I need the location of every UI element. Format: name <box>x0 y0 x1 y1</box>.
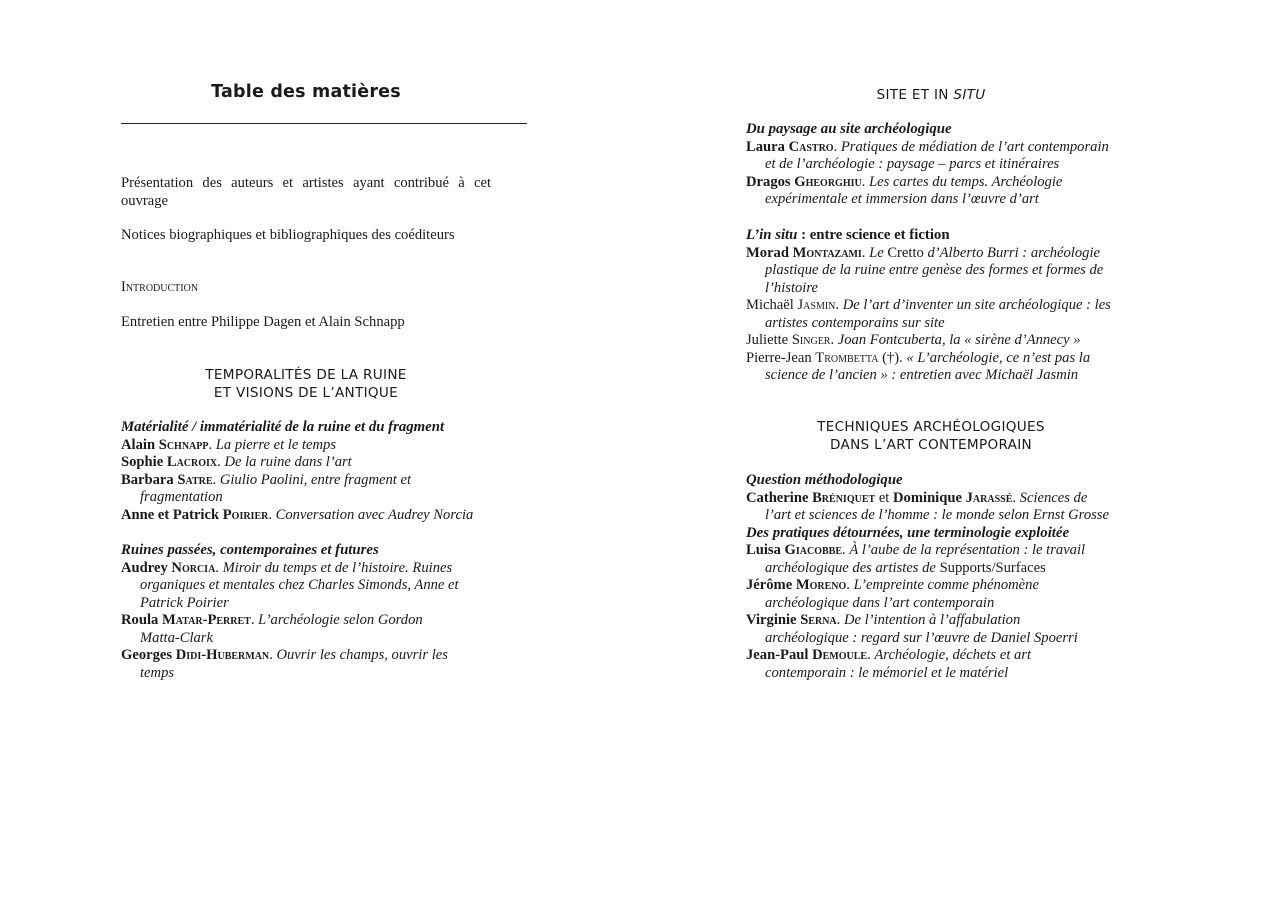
part-title-line: ET VISIONS DE L’ANTIQUE <box>213 384 399 401</box>
toc-entry[interactable]: Sophie Lacroix. De la ruine dans l’art <box>121 454 352 470</box>
section-heading-italic: L’in situ <box>746 227 798 243</box>
entry-title: De l’art d’inventer un site archéologique : les artistes contemporains sur site <box>765 297 1111 331</box>
author-last: Didi-Huberman <box>175 647 270 663</box>
toc-entry[interactable]: Michaël Jasmin. De l’art d’inventer un site archéologique : les artistes contemporains sur site <box>746 297 1111 331</box>
entry-title-part: Le <box>869 244 884 261</box>
author-first: Georges <box>121 647 173 663</box>
entry-title: « L’archéologie, ce n’est pas la science de l’ancien » : entretien avec Michaël Jasmin <box>765 349 1091 383</box>
author-last: Trombetta <box>815 349 879 366</box>
toc-entry[interactable]: Jérôme Moreno. L’empreinte comme phénomène archéologique dans l’art contemporain <box>746 577 1039 611</box>
section-heading: Des pratiques détournées, une terminologie exploitée <box>746 524 1070 541</box>
entry-title-roman: Cretto <box>883 244 928 261</box>
author-first: Pierre-Jean <box>746 349 812 366</box>
section-heading: Du paysage au site archéologique <box>746 121 952 137</box>
toc-entry[interactable]: Dragos Gheorghiu. Les cartes du temps. Archéologie expérimentale et immersion dans l’œuvre d’art <box>746 173 1063 207</box>
author-last: Giacobbe <box>784 542 843 558</box>
toc-title: Table des matières <box>211 82 401 102</box>
author-first: Anne et Patrick <box>121 506 220 523</box>
entry-title: L’archéologie selon Gordon Matta-Clark <box>140 612 423 646</box>
toc-entry-authors-presentation[interactable]: Présentation des auteurs et artistes ayant contribué à cet ouvrage <box>121 175 491 209</box>
author-last: Bréniquet <box>812 489 876 506</box>
author-first: Michaël <box>746 297 794 313</box>
author-first: Alain <box>121 436 156 453</box>
author-first: Dominique <box>893 489 962 506</box>
part-title-temporalites <box>121 367 491 402</box>
author-first: Barbara <box>121 471 174 488</box>
author-last: Montazami <box>792 244 862 261</box>
author-last: Norcia <box>171 559 216 576</box>
entry-title: Les cartes du temps. Archéologie expérimentale et immersion dans l’œuvre d’art <box>765 173 1063 207</box>
author-last: Demoule <box>812 647 868 663</box>
author-last: Gheorghiu <box>794 173 862 190</box>
entry-title: Pratiques de médiation de l’art contemporain et de l’archéologie : paysage – parcs et itinéraires <box>765 138 1109 172</box>
toc-entry[interactable]: Anne et Patrick Poirier. Conversation avec Audrey Norcia <box>121 506 474 523</box>
entry-title-part: À l’aube de la représentation : le travail archéologique des artistes de <box>765 542 1086 576</box>
title-rule <box>121 123 527 124</box>
entry-title: De la ruine dans l’art <box>224 454 352 470</box>
toc-entry-introduction[interactable]: Introduction <box>121 279 199 295</box>
author-last: Jasmin <box>797 297 836 313</box>
section-heading: Ruines passées, contemporaines et futures <box>121 542 379 558</box>
author-first: Virginie <box>746 612 797 628</box>
toc-entry[interactable]: Roula Matar-Perret. L’archéologie selon Gordon Matta-Clark <box>121 612 423 646</box>
section-heading: Question méthodologique <box>746 472 903 488</box>
author-last: Moreno <box>795 577 847 593</box>
entry-title: Ouvrir les champs, ouvrir les temps <box>140 647 448 681</box>
author-last: Singer <box>791 332 831 348</box>
entry-title-roman: Supports/Surfaces <box>935 559 1046 576</box>
toc-entry[interactable]: Barbara Satre. Giulio Paolini, entre fragment et fragmentation <box>121 471 412 505</box>
part-title-italic: SITU <box>953 87 986 103</box>
entry-title-part: d’Alberto Burri : archéologie plastique de la ruine entre genèse des formes et formes de l’histoire <box>765 244 1104 296</box>
author-first: Laura <box>746 138 785 155</box>
entry-title: De l’intention à l’affabulation archéologique : regard sur l’œuvre de Daniel Spoerri <box>765 612 1078 646</box>
dagger: (†). <box>878 349 903 366</box>
section-heading: Matérialité / immatérialité de la ruine et du fragment <box>121 419 445 435</box>
toc-entry-interview[interactable]: Entretien entre Philippe Dagen et Alain Schnapp <box>121 314 405 330</box>
author-first: Audrey <box>121 559 168 576</box>
entry-title: La pierre et le temps <box>215 436 337 453</box>
author-first: Catherine <box>746 489 809 506</box>
author-first: Jérôme <box>746 577 793 593</box>
toc-entry[interactable]: Laura Castro. Pratiques de médiation de l’art contemporain et de l’archéologie : paysage – parcs et itinéraires <box>746 138 1109 172</box>
part-title-line: DANS L’ART CONTEMPORAIN <box>829 436 1033 453</box>
part-title-line: TEMPORALITÉS DE LA RUINE <box>205 367 407 383</box>
toc-entry[interactable]: Jean-Paul Demoule. Archéologie, déchets et art contemporain : le mémoriel et le matériel <box>746 647 1032 681</box>
author-last: Satre <box>177 471 213 488</box>
author-first: Sophie <box>121 454 164 470</box>
entry-title: Miroir du temps et de l’histoire. Ruines organiques et mentales chez Charles Simonds, Anne et Patrick Poirier <box>140 559 459 611</box>
author-first: Dragos <box>746 173 791 190</box>
toc-entry[interactable]: Morad Montazami. Le Cretto d’Alberto Burri : archéologie plastique de la ruine entre genèse des formes et formes de l’histoire <box>746 244 1104 296</box>
author-last: Jarassé <box>965 489 1013 506</box>
entry-title: Giulio Paolini, entre fragment et fragmentation <box>140 471 412 505</box>
author-last: Castro <box>788 138 834 155</box>
toc-entry[interactable]: Juliette Singer. Joan Fontcuberta, la « sirène d’Annecy » <box>746 332 1081 348</box>
section-du-paysage <box>746 121 1116 209</box>
author-first: Juliette <box>746 332 789 348</box>
entry-title: Sciences de l’art et sciences de l’homme : le monde selon Ernst Grosse <box>765 489 1109 523</box>
section-in-situ <box>746 227 1116 385</box>
section-question-methodologique <box>746 472 1116 682</box>
entry-title: Conversation avec Audrey Norcia <box>275 506 474 523</box>
author-last: Lacroix <box>166 454 218 470</box>
author-last: Matar-Perret <box>161 612 251 628</box>
part-title-techniques <box>746 419 1116 454</box>
author-last: Poirier <box>222 506 269 523</box>
section-heading-rest: : entre science et fiction <box>797 227 950 243</box>
toc-entry[interactable]: Alain Schnapp. La pierre et le temps <box>121 436 337 453</box>
section-ruines-passees <box>121 542 471 682</box>
author-first: Luisa <box>746 542 781 558</box>
toc-entry[interactable] <box>746 350 1116 385</box>
part-title-site-in-situ <box>746 87 1116 105</box>
toc-entry[interactable]: Georges Didi-Huberman. Ouvrir les champs, ouvrir les temps <box>121 647 448 681</box>
author-last: Schnapp <box>158 436 209 453</box>
toc-entry[interactable]: Catherine Bréniquet et Dominique Jarassé. Sciences de l’art et sciences de l’homme : le monde selon Ernst Grosse <box>746 489 1109 523</box>
entry-title: L’empreinte comme phénomène archéologique dans l’art contemporain <box>765 577 1039 611</box>
entry-title: Joan Fontcuberta, la « sirène d’Annecy » <box>837 332 1081 348</box>
author-first: Roula <box>121 612 159 628</box>
entry-title: Archéologie, déchets et art contemporain : le mémoriel et le matériel <box>765 647 1032 681</box>
part-title-main: SITE ET IN <box>876 87 949 103</box>
section-materialite <box>121 419 491 524</box>
author-first: Jean-Paul <box>746 647 809 663</box>
author-first: Morad <box>746 244 789 261</box>
section-heading <box>746 227 1116 245</box>
toc-entry[interactable]: Luisa Giacobbe. À l’aube de la représentation : le travail archéologique des artistes de Supports/Surfaces <box>746 542 1086 576</box>
part-title-line: TECHNIQUES ARCHÉOLOGIQUES <box>817 419 1045 435</box>
toc-entry-coeditors-notices[interactable]: Notices biographiques et bibliographiques des coéditeurs <box>121 227 455 243</box>
author-joiner: et <box>875 489 894 506</box>
author-last: Serna <box>800 612 837 628</box>
toc-entry[interactable]: Audrey Norcia. Miroir du temps et de l’histoire. Ruines organiques et mentales chez Charles Simonds, Anne et Patrick Poirier <box>121 559 459 611</box>
toc-entry[interactable]: Virginie Serna. De l’intention à l’affabulation archéologique : regard sur l’œuvre de Daniel Spoerri <box>746 612 1078 646</box>
